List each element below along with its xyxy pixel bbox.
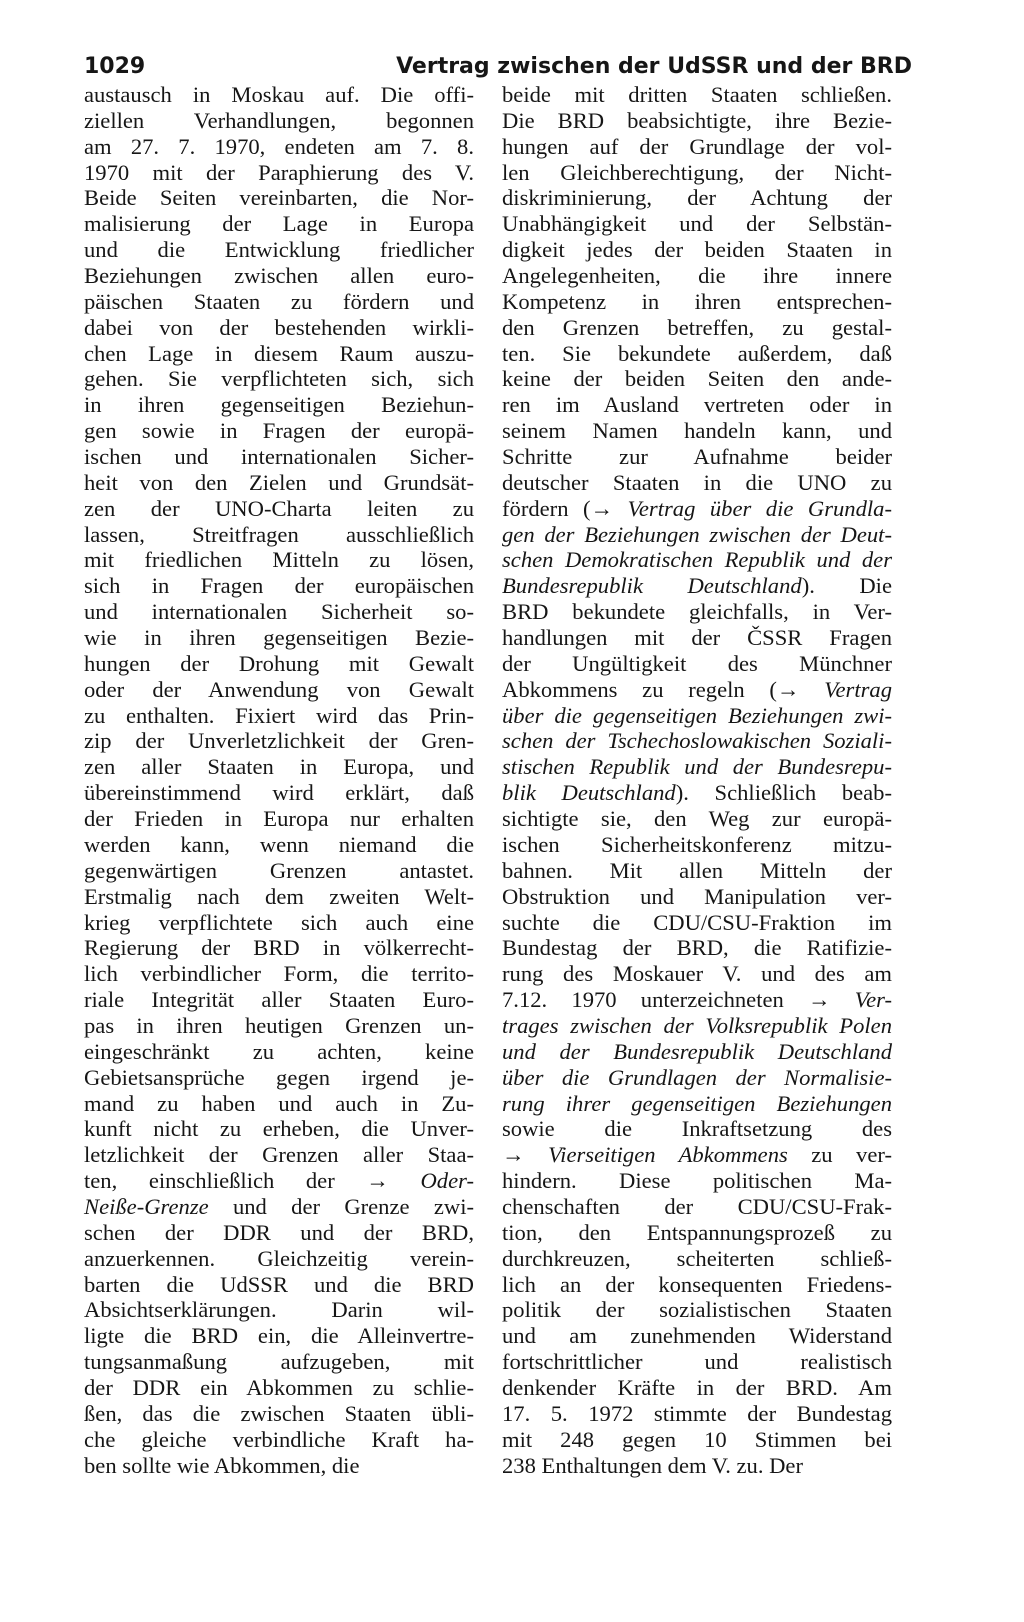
text-line <box>502 1375 892 1401</box>
text-run: lich an der konsequenten Friedens- <box>502 1271 892 1297</box>
text-line <box>502 1091 892 1117</box>
text-run: dabei von der bestehenden wirkli- <box>84 314 474 340</box>
text-line <box>84 1065 474 1091</box>
text-line <box>84 1194 474 1220</box>
text-run: der DDR ein Abkommen zu schlie- <box>84 1374 474 1400</box>
italic-reference: schen Demokratischen Republik und der <box>502 547 892 573</box>
text-run: zen aller Staaten in Europa, und <box>84 754 474 780</box>
text-line <box>84 1220 474 1246</box>
text-run: 17. 5. 1972 stimmte der Bundestag <box>502 1400 892 1426</box>
text-line <box>502 160 892 186</box>
text-run: denkender Kräfte in der BRD. Am <box>502 1374 892 1400</box>
text-run: BRD bekundete gleichfalls, in Ver- <box>502 599 892 625</box>
italic-reference: Vertrag <box>824 676 892 702</box>
text-line <box>84 366 474 392</box>
text-run: lich verbindlicher Form, die territo- <box>84 961 474 987</box>
italic-reference: Oder- <box>420 1168 474 1194</box>
text-line <box>502 1194 892 1220</box>
text-run: suchte die CDU/CSU-Fraktion im <box>502 909 892 935</box>
text-line <box>502 444 892 470</box>
text-run: ). Die <box>801 573 892 599</box>
text-line <box>502 832 892 858</box>
text-line <box>84 1323 474 1349</box>
text-run: Unabhängigkeit und der Selbstän- <box>502 211 892 237</box>
text-line <box>84 211 474 237</box>
text-line <box>502 1297 892 1323</box>
text-line <box>84 884 474 910</box>
text-run: ren im Ausland vertreten oder in <box>502 392 892 418</box>
text-run: hungen der Drohung mit Gewalt <box>84 650 474 676</box>
text-line <box>84 1039 474 1065</box>
text-line <box>502 961 892 987</box>
text-run: päischen Staaten zu fördern und <box>84 288 474 314</box>
text-line <box>84 496 474 522</box>
text-line <box>502 573 892 599</box>
text-run: ischen und internationalen Sicher- <box>84 444 474 470</box>
text-run: sich in Fragen der europäischen <box>84 573 474 599</box>
text-line <box>502 366 892 392</box>
italic-reference: gen der Beziehungen zwischen der Deut- <box>502 521 892 547</box>
text-run: diskriminierung, der Achtung der <box>502 185 892 211</box>
text-line <box>84 289 474 315</box>
text-line <box>84 237 474 263</box>
text-run: Regierung der BRD in völkerrecht- <box>84 935 474 961</box>
text-run: riale Integrität aller Staaten Euro- <box>84 987 474 1013</box>
text-line <box>84 1401 474 1427</box>
text-line <box>84 470 474 496</box>
text-line <box>84 910 474 936</box>
text-line <box>84 392 474 418</box>
page-header <box>84 50 912 84</box>
italic-reference: Vertrag über die Grundla- <box>627 495 892 521</box>
text-line <box>502 858 892 884</box>
text-run: ligte die BRD ein, die Alleinvertre- <box>84 1323 474 1349</box>
text-run: krieg verpflichtete sich auch eine <box>84 909 474 935</box>
text-line <box>84 625 474 651</box>
text-line <box>502 728 892 754</box>
text-line <box>502 1116 892 1142</box>
text-line <box>84 832 474 858</box>
italic-reference: blik Deutschland <box>502 780 676 806</box>
italic-reference: rung ihrer gegenseitigen Beziehungen <box>502 1090 892 1116</box>
text-line <box>84 1091 474 1117</box>
text-run: fortschrittlicher und realistisch <box>502 1349 892 1375</box>
text-line <box>502 134 892 160</box>
text-line <box>502 1065 892 1091</box>
text-line <box>502 651 892 677</box>
text-line <box>502 522 892 548</box>
italic-reference: und der Bundesrepublik Deutschland <box>502 1038 892 1064</box>
text-line <box>502 547 892 573</box>
text-line <box>502 341 892 367</box>
text-line <box>84 315 474 341</box>
text-run: und der Grenze zwi- <box>208 1193 474 1219</box>
text-line <box>502 1039 892 1065</box>
text-line <box>502 910 892 936</box>
text-line <box>84 263 474 289</box>
text-line <box>502 599 892 625</box>
text-line <box>502 392 892 418</box>
text-line <box>502 1272 892 1298</box>
text-run: deutscher Staaten in die UNO zu <box>502 469 892 495</box>
text-line <box>502 470 892 496</box>
text-line <box>502 806 892 832</box>
text-line <box>502 1013 892 1039</box>
text-run: keine der beiden Seiten den ande- <box>502 366 892 392</box>
text-line <box>502 1220 892 1246</box>
text-column-left <box>84 82 474 1478</box>
text-run: werden kann, wenn niemand die <box>84 831 474 857</box>
text-run: ziellen Verhandlungen, begonnen <box>84 107 474 133</box>
text-run: Abkommens zu regeln (→ <box>502 676 825 702</box>
text-line <box>502 935 892 961</box>
text-line <box>84 108 474 134</box>
text-run: Absichtserklärungen. Darin wil- <box>84 1297 474 1323</box>
text-run: am 27. 7. 1970, endeten am 7. 8. <box>84 133 474 159</box>
text-run: durchkreuzen, scheiterten schließ- <box>502 1245 892 1271</box>
text-run: che gleiche verbindliche Kraft ha- <box>84 1426 474 1452</box>
text-line <box>84 1246 474 1272</box>
text-line <box>84 522 474 548</box>
text-run: letzlichkeit der Grenzen aller Staa- <box>84 1142 474 1168</box>
text-run: Gebietsansprüche gegen irgend je- <box>84 1064 474 1090</box>
text-line <box>84 1453 474 1479</box>
text-line <box>84 728 474 754</box>
text-line <box>502 108 892 134</box>
text-run: mit 248 gegen 10 Stimmen bei <box>502 1426 892 1452</box>
text-line <box>502 1401 892 1427</box>
text-run: Beziehungen zwischen allen euro- <box>84 263 474 289</box>
text-run: bahnen. Mit allen Mitteln der <box>502 857 892 883</box>
text-run: handlungen mit der ČSSR Fragen <box>502 625 892 651</box>
text-line <box>84 1168 474 1194</box>
text-run: 7.12. 1970 unterzeichneten → <box>502 987 855 1013</box>
text-line <box>502 1168 892 1194</box>
text-column-right <box>502 82 892 1478</box>
text-line <box>84 547 474 573</box>
text-run: Angelegenheiten, die ihre innere <box>502 263 892 289</box>
text-run: mand zu haben und auch in Zu- <box>84 1090 474 1116</box>
text-line <box>502 418 892 444</box>
text-line <box>84 703 474 729</box>
text-run: 238 Enthaltungen dem V. zu. Der <box>502 1452 803 1478</box>
text-run: rung des Moskauer V. und des am <box>502 961 892 987</box>
text-line <box>84 134 474 160</box>
text-line <box>502 185 892 211</box>
text-line <box>84 1427 474 1453</box>
text-run: zip der Unverletzlichkeit der Gren- <box>84 728 474 754</box>
text-run: gehen. Sie verpflichteten sich, sich <box>84 366 474 392</box>
text-run: gen sowie in Fragen der europä- <box>84 418 474 444</box>
text-run: Schritte zur Aufnahme beider <box>502 444 892 470</box>
text-line <box>502 1246 892 1272</box>
text-line <box>84 82 474 108</box>
text-run: malisierung der Lage in Europa <box>84 211 474 237</box>
text-run: mit friedlichen Mitteln zu lösen, <box>84 547 474 573</box>
text-run: zu enthalten. Fixiert wird das Prin- <box>84 702 474 728</box>
text-line <box>84 806 474 832</box>
text-line <box>84 754 474 780</box>
italic-reference: trages zwischen der Volksrepublik Polen <box>502 1012 892 1038</box>
text-run: eingeschränkt zu achten, keine <box>84 1038 474 1064</box>
text-run: kunft nicht zu erheben, die Unver- <box>84 1116 474 1142</box>
text-line <box>84 1116 474 1142</box>
text-run: Obstruktion und Manipulation ver- <box>502 883 892 909</box>
text-run: und internationalen Sicherheit so- <box>84 599 474 625</box>
text-line <box>84 1375 474 1401</box>
text-line <box>84 160 474 186</box>
text-run: Bundestag der BRD, die Ratifizie- <box>502 935 892 961</box>
text-line <box>84 444 474 470</box>
text-run: den Grenzen betreffen, zu gestal- <box>502 314 892 340</box>
text-line <box>84 677 474 703</box>
text-line <box>84 1272 474 1298</box>
text-run: oder der Anwendung von Gewalt <box>84 676 474 702</box>
text-run: in ihren gegenseitigen Beziehun- <box>84 392 474 418</box>
italic-reference: stischen Republik und der Bundesrepu- <box>502 754 892 780</box>
text-line <box>502 1427 892 1453</box>
text-line <box>84 961 474 987</box>
text-run: ben sollte wie Abkommen, die <box>84 1452 360 1478</box>
text-run: pas in ihren heutigen Grenzen un- <box>84 1012 474 1038</box>
text-run: digkeit jedes der beiden Staaten in <box>502 237 892 263</box>
text-line <box>502 703 892 729</box>
text-run: hindern. Diese politischen Ma- <box>502 1168 892 1194</box>
text-run: Beide Seiten vereinbarten, die Nor- <box>84 185 474 211</box>
text-run: ischen Sicherheitskonferenz mitzu- <box>502 831 892 857</box>
text-run: chenschaften der CDU/CSU-Frak- <box>502 1193 892 1219</box>
text-line <box>502 211 892 237</box>
text-run: der Ungültigkeit des Münchner <box>502 650 892 676</box>
italic-reference: Neiße-Grenze <box>84 1193 209 1219</box>
text-run: übereinstimmend wird erklärt, daß <box>84 780 474 806</box>
italic-reference: schen der Tschechoslowakischen Soziali- <box>502 728 892 754</box>
text-line <box>84 987 474 1013</box>
text-line <box>84 1349 474 1375</box>
italic-reference: über die gegenseitigen Beziehungen zwi- <box>502 702 892 728</box>
text-line <box>502 315 892 341</box>
italic-reference: Vierseitigen Abkommens <box>548 1142 788 1168</box>
text-run: gegenwärtigen Grenzen antastet. <box>84 857 474 883</box>
text-run: 1970 mit der Paraphierung des V. <box>84 159 474 185</box>
text-line <box>502 677 892 703</box>
text-run: tion, den Entspannungsprozeß zu <box>502 1219 892 1245</box>
text-run: anzuerkennen. Gleichzeitig verein- <box>84 1245 474 1271</box>
text-line <box>84 341 474 367</box>
italic-reference: über die Grundlagen der Normalisie- <box>502 1064 892 1090</box>
text-line <box>84 651 474 677</box>
text-line <box>502 987 892 1013</box>
text-line <box>502 754 892 780</box>
text-run: fördern (→ <box>502 495 628 521</box>
text-line <box>502 82 892 108</box>
text-line <box>502 289 892 315</box>
running-title: Vertrag zwischen der UdSSR und der BRD <box>396 54 912 79</box>
text-run: → <box>502 1142 549 1168</box>
text-line <box>84 935 474 961</box>
text-run: der Frieden in Europa nur erhalten <box>84 806 474 832</box>
text-line <box>502 884 892 910</box>
text-run: seinem Namen handeln kann, und <box>502 418 892 444</box>
text-run: ten. Sie bekundete außerdem, daß <box>502 340 892 366</box>
text-line <box>84 185 474 211</box>
text-line <box>84 780 474 806</box>
text-run: politik der sozialistischen Staaten <box>502 1297 892 1323</box>
text-line <box>84 1297 474 1323</box>
text-run: tungsanmaßung aufzugeben, mit <box>84 1349 474 1375</box>
text-run: ßen, das die zwischen Staaten übli- <box>84 1400 474 1426</box>
text-line <box>84 418 474 444</box>
text-run: beide mit dritten Staaten schließen. <box>502 82 892 107</box>
text-line <box>84 599 474 625</box>
text-line <box>502 263 892 289</box>
text-line <box>502 237 892 263</box>
text-run: schen der DDR und der BRD, <box>84 1219 474 1245</box>
text-line <box>502 1349 892 1375</box>
text-line <box>84 1142 474 1168</box>
text-run: ). Schließlich beab- <box>675 780 893 806</box>
text-line <box>502 1142 892 1168</box>
text-run: zen der UNO-Charta leiten zu <box>84 495 474 521</box>
text-run: len Gleichberechtigung, der Nicht- <box>502 159 892 185</box>
text-line <box>502 1453 892 1479</box>
text-run: lassen, Streitfragen ausschließlich <box>84 521 474 547</box>
text-run: chen Lage in diesem Raum auszu- <box>84 340 474 366</box>
text-run: Erstmalig nach dem zweiten Welt- <box>84 883 474 909</box>
text-run: ten, einschließlich der → <box>84 1168 421 1194</box>
text-run: und die Entwicklung friedlicher <box>84 237 474 263</box>
text-line <box>84 1013 474 1039</box>
text-run: und am zunehmenden Widerstand <box>502 1323 892 1349</box>
text-line <box>502 625 892 651</box>
text-run: wie in ihren gegenseitigen Bezie- <box>84 625 474 651</box>
page-number: 1029 <box>84 54 146 79</box>
text-line <box>502 496 892 522</box>
text-run: austausch in Moskau auf. Die offi- <box>84 82 474 107</box>
text-run: zu ver- <box>787 1142 892 1168</box>
text-run: sichtigte sie, den Weg zur europä- <box>502 806 892 832</box>
text-run: hungen auf der Grundlage der vol- <box>502 133 892 159</box>
text-run: Kompetenz in ihren entsprechen- <box>502 288 892 314</box>
text-line <box>502 1323 892 1349</box>
italic-reference: Ver- <box>854 987 892 1013</box>
text-run: sowie die Inkraftsetzung des <box>502 1116 892 1142</box>
text-run: Die BRD beabsichtigte, ihre Bezie- <box>502 107 892 133</box>
italic-reference: Bundesrepublik Deutschland <box>502 573 802 599</box>
text-line <box>502 780 892 806</box>
text-line <box>84 858 474 884</box>
text-run: barten die UdSSR und die BRD <box>84 1271 474 1297</box>
text-line <box>84 573 474 599</box>
text-run: heit von den Zielen und Grundsät- <box>84 469 474 495</box>
